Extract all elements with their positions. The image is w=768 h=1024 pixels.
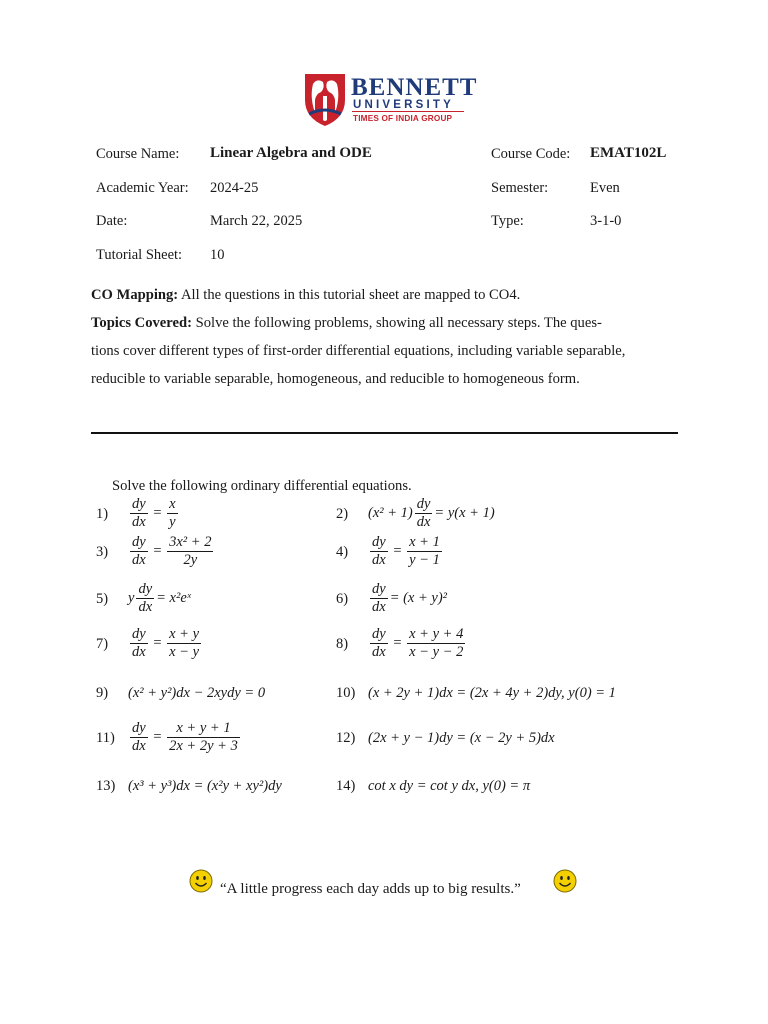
question-number: 10) [336, 685, 356, 701]
question-number: 4) [336, 544, 349, 560]
question-number: 8) [336, 636, 349, 652]
motivational-quote: “A little progress each day adds up to big results.” [220, 881, 521, 897]
question-number: 7) [96, 636, 109, 652]
smiley-icon [189, 869, 213, 893]
question-number: 5) [96, 591, 109, 607]
logo-name: BENNETT [351, 74, 478, 101]
course-name: Linear Algebra and ODE [210, 145, 372, 161]
question-number: 9) [96, 685, 109, 701]
question-number: 14) [336, 778, 356, 794]
question-number: 6) [336, 591, 349, 607]
co-mapping [91, 281, 681, 309]
question-number: 3) [96, 544, 109, 560]
academic-year-label: Academic Year: [96, 180, 189, 196]
equation-13: (x³ + y³)dx = (x²y + xy²)dy [128, 778, 282, 794]
equation-14: cot x dy = cot y dx, y(0) = π [368, 778, 531, 794]
instruction: Solve the following ordinary differential equations. [112, 478, 412, 494]
topics-label: Topics Covered: [91, 315, 192, 331]
co-mapping-label: CO Mapping: [91, 287, 179, 303]
topics-line-2: tions cover different types of first-order differential equations, including variable separable, [91, 343, 626, 359]
logo-group: TIMES OF INDIA GROUP [353, 114, 453, 123]
question-number: 12) [336, 730, 356, 746]
equation-1: $\frac{dy}{dx}$ = $\frac{x}{y}$ [132, 496, 176, 530]
course-name-label: Course Name: [96, 146, 180, 162]
question-number: 1) [96, 506, 109, 522]
equation-11: $\frac{dy}{dx}$ = $\frac{x + y + 1}{2x + 2y + 3}$ [132, 720, 238, 754]
logo-emblem-icon [303, 70, 347, 128]
equation-10: (x + 2y + 1)dx = (2x + 4y + 2)dy, y(0) = 1 [368, 685, 616, 701]
equation-8: $\frac{dy}{dx}$ = $\frac{x + y + 4}{x - y - 2}$ [372, 626, 464, 660]
topics-line-3: reducible to variable separable, homogeneous, and reducible to homogeneous form. [91, 371, 580, 387]
type-label: Type: [491, 213, 524, 229]
question-number: 11) [96, 730, 115, 746]
co-mapping-text: All the questions in this tutorial sheet are mapped to CO4. [181, 287, 521, 303]
tutorial-sheet-label: Tutorial Sheet: [96, 247, 183, 263]
course-code-label: Course Code: [491, 146, 571, 162]
equation-4: $\frac{dy}{dx}$ = $\frac{x + 1}{y - 1}$ [372, 534, 440, 568]
date: March 22, 2025 [210, 213, 303, 229]
semester-label: Semester: [491, 180, 549, 196]
equation-5: y $\frac{dy}{dx}$ = x²eˣ [128, 581, 191, 615]
logo-subtitle: UNIVERSITY [353, 99, 455, 111]
date-label: Date: [96, 213, 128, 229]
logo-rule [352, 111, 464, 112]
topics-line-1: Solve the following problems, showing all necessary steps. The ques- [195, 315, 602, 331]
question-number: 13) [96, 778, 116, 794]
semester: Even [590, 180, 620, 196]
equation-12: (2x + y − 1)dy = (x − 2y + 5)dx [368, 730, 555, 746]
section-divider [91, 432, 678, 434]
equation-3: $\frac{dy}{dx}$ = $\frac{\text{3x² + 2}}{2y}$ [132, 534, 212, 568]
university-logo [303, 70, 478, 130]
question-number: 2) [336, 506, 349, 522]
tutorial-sheet-number: 10 [210, 247, 225, 263]
type: 3-1-0 [590, 213, 622, 229]
equation-2: (x² + 1) $\frac{dy}{dx}$ = y(x + 1) [368, 496, 495, 530]
topics-covered [91, 309, 691, 393]
course-code: EMAT102L [590, 145, 667, 161]
equation-7: $\frac{dy}{dx}$ = $\frac{x + y}{x - y}$ [132, 626, 200, 660]
smiley-icon [553, 869, 577, 893]
equation-6: $\frac{dy}{dx}$ = (x + y)² [372, 581, 448, 615]
equation-9: (x² + y²)dx − 2xydy = 0 [128, 685, 266, 701]
academic-year: 2024-25 [210, 180, 259, 196]
